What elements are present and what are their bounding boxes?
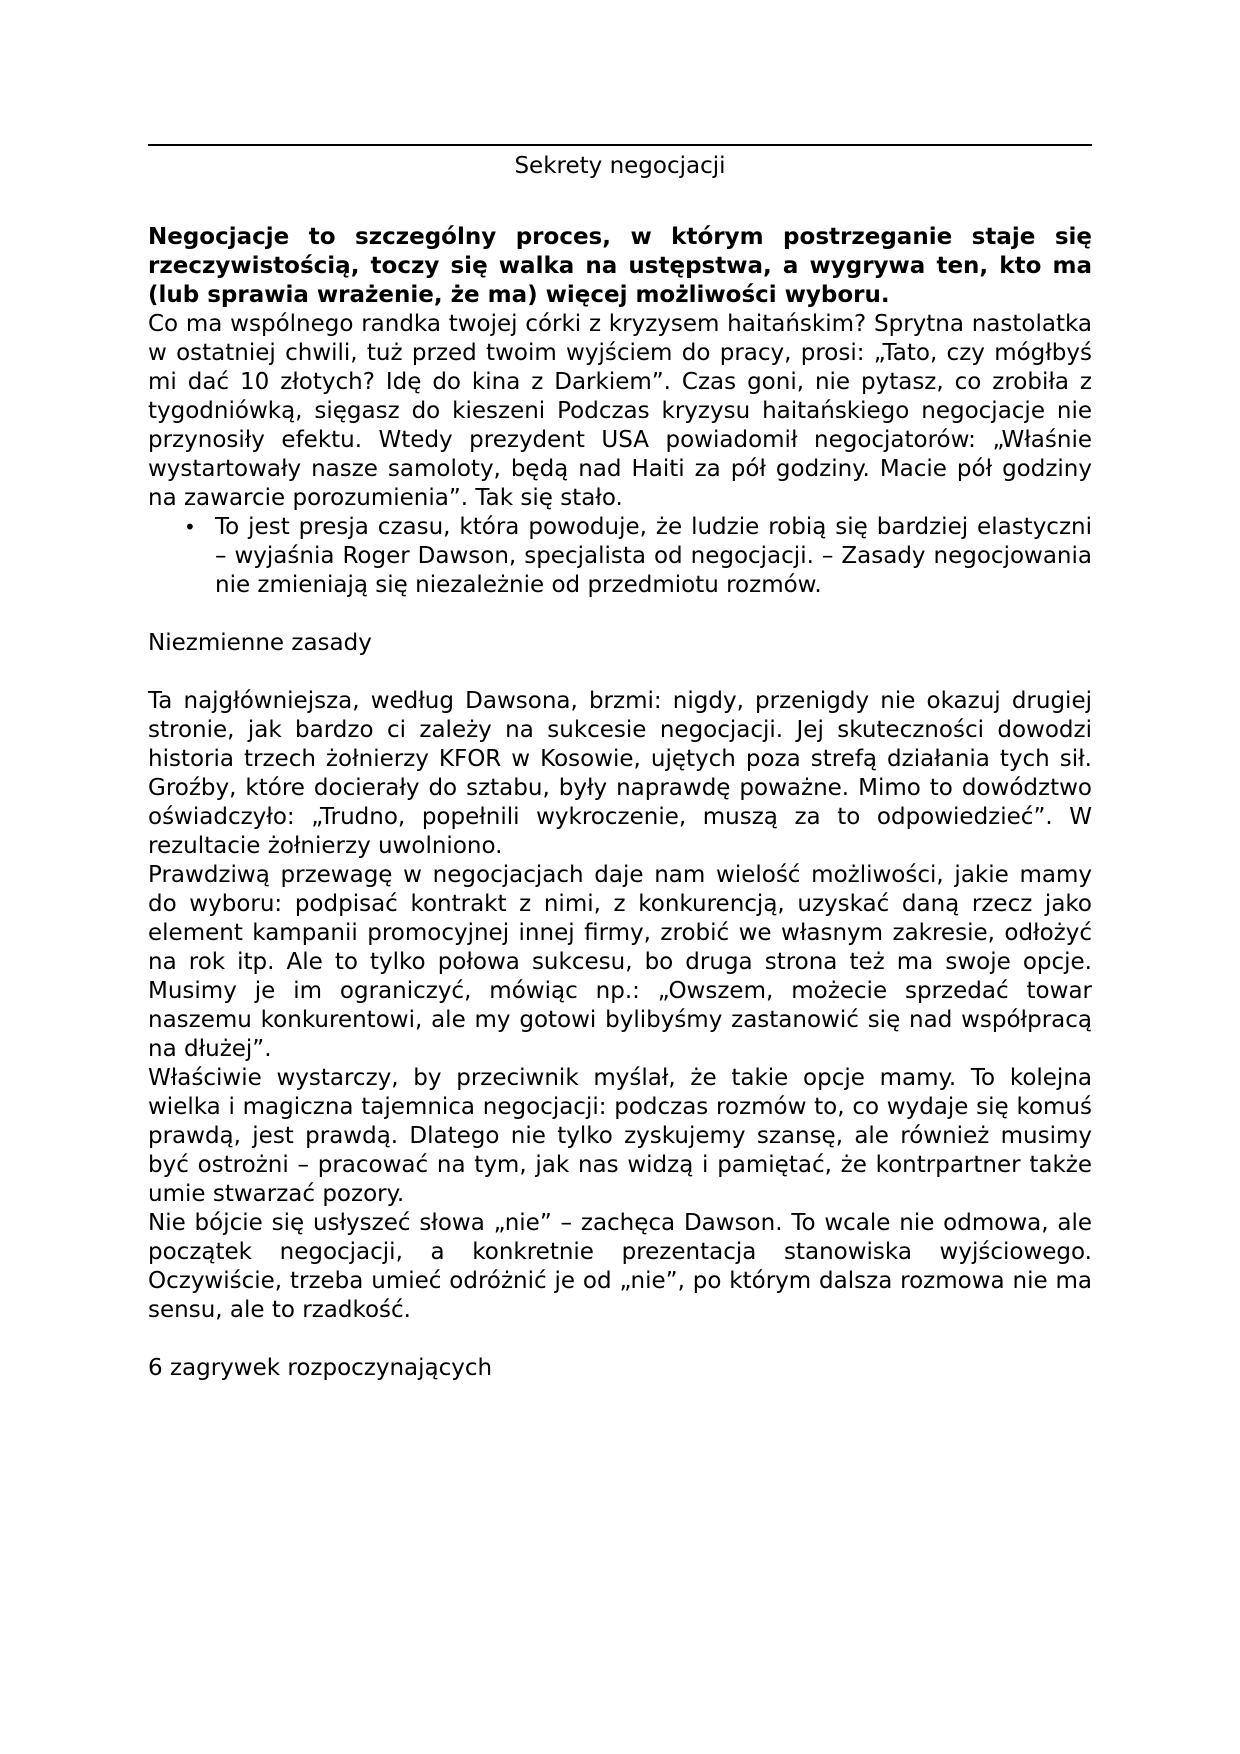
list-item [148, 513, 1092, 600]
spacer [148, 600, 1092, 629]
section-heading-zagrywki: 6 zagrywek rozpoczynających [148, 1355, 493, 1381]
section-heading-zasady: Niezmienne zasady [148, 630, 372, 656]
body-paragraph: Właściwie wystarczy, by przeciwnik myślał, że takie opcje mamy. To kolejna wielka i magiczna tajemnica negocjacji: podczas rozmów to, co wydaje się komuś prawdą, jest prawdą. Dlatego nie tylko zyskujemy szansę, ale również musimy być ostrożni – pracować na tym, jak nas widzą i pamiętać, że kontrpartner także umie stwarzać pozory. [148, 1065, 1092, 1207]
bullet-icon: • [184, 515, 196, 539]
document-body [148, 223, 1092, 1383]
body-paragraph: Prawdziwą przewagę w negocjacjach daje nam wielość możliwości, jakie mamy do wyboru: podpisać kontrakt z nimi, z konkurencją, uzyskać daną rzecz jako element kampanii promocyjnej innej firmy, zrobić we własnym zakresie, odłożyć na rok itp. Ale to tylko połowa sukcesu, bo druga strona też ma swoje opcje. Musimy je im ograniczyć, mówiąc np.: „Owszem, możecie sprzedać towar naszemu konkurentowi, ale my gotowi bylibyśmy zastanowić się nad współpracą na dłużej”. [148, 862, 1092, 1062]
bullet-text: To jest presja czasu, która powoduje, że ludzie robią się bardziej elastyczni – wyjaśnia Roger Dawson, specjalista od negocjacji. – Zasady negocjowania nie zmieniają się niezależnie od przedmiotu rozmów. [215, 514, 1092, 598]
intro-paragraph: Co ma wspólnego randka twojej córki z kryzysem haitańskim? Sprytna nastolatka w ostatniej chwili, tuż przed twoim wyjściem do pracy, prosi: „Tato, czy mógłbyś mi dać 10 złotych? Idę do kina z Darkiem”. Czas goni, nie pytasz, co zrobiła z tygodniówką, sięgasz do kieszeni Podczas kryzysu haitańskiego negocjacje nie przynosiły efektu. Wtedy prezydent USA powiadomił negocjatorów: „Właśnie wystartowały nasze samoloty, będą nad Haiti za pół godziny. Macie pół godziny na zawarcie porozumienia”. Tak się stało. [148, 311, 1092, 511]
spacer [148, 658, 1092, 687]
header-rule [148, 144, 1092, 146]
document-page [148, 144, 1092, 1383]
body-paragraph: Ta najgłówniejsza, według Dawsona, brzmi: nigdy, przenigdy nie okazuj drugiej stronie, jak bardzo ci zależy na sukcesie negocjacji. Jej skuteczności dowodzi historia trzech żołnierzy KFOR w Kosowie, ujętych poza strefą działania tych sił. Groźby, które docierały do sztabu, były naprawdę poważne. Mimo to dowództwo oświadczyło: „Trudno, popełnili wykroczenie, muszą za to odpowiedzieć”. W rezultacie żołnierzy uwolniono. [148, 688, 1092, 859]
spacer [148, 1325, 1092, 1354]
body-paragraph: Nie bójcie się usłyszeć słowa „nie” – zachęca Dawson. To wcale nie odmowa, ale początek negocjacji, a konkretnie prezentacja stanowiska wyjściowego. Oczywiście, trzeba umieć odróżnić je od „nie”, po którym dalsza rozmowa nie ma sensu, ale to rzadkość. [148, 1210, 1092, 1323]
bullet-list [148, 513, 1092, 600]
page-title: Sekrety negocjacji [514, 153, 726, 179]
lead-paragraph: Negocjacje to szczególny proces, w którym postrzeganie staje się rzeczywistością, toczy się walka na ustępstwa, a wygrywa ten, kto ma (lub sprawia wrażenie, że ma) więcej możliwości wyboru. [148, 224, 1092, 308]
